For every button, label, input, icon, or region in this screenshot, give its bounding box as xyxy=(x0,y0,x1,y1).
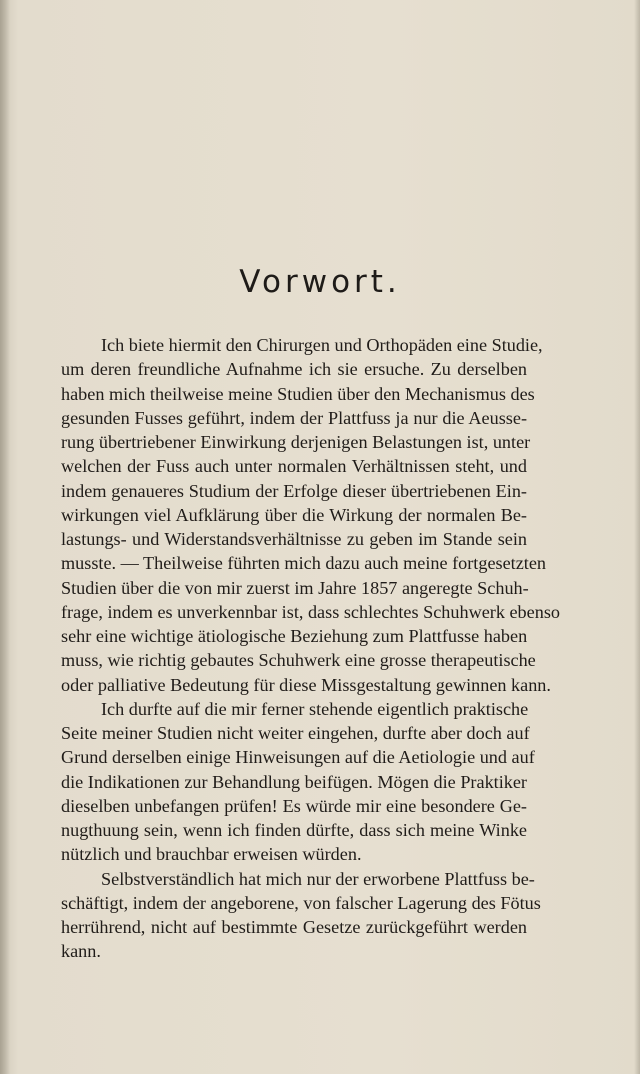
text-line: Grund derselben einige Hinweisungen auf die Aetiologie und auf xyxy=(61,747,535,768)
text-line: kann. xyxy=(61,941,101,962)
text-line: musste. — Theilweise führten mich dazu auch meine fortgesetzten xyxy=(61,553,547,574)
paragraph-3 xyxy=(21,867,541,964)
text-line: Ich durfte auf die mir ferner stehende eigentlich praktische xyxy=(101,698,529,719)
text-line: gesunden Fusses geführt, indem der Plattfuss ja nur die Aeusse- xyxy=(61,407,527,428)
text-line: schäftigt, indem der angeborene, von falscher Lagerung des Fötus xyxy=(61,892,541,913)
text-line: nugthuung sein, wenn ich finden dürfte, dass sich meine Winke xyxy=(61,820,527,840)
text-line: dieselben unbefangen prüfen! Es würde mir eine besondere Ge- xyxy=(61,795,527,816)
text-line: lastungs- und Widerstandsverhältnisse zu geben im Stande sein xyxy=(61,529,527,549)
text-line: haben mich theilweise meine Studien über den Mechanismus des xyxy=(61,383,535,404)
preface-text xyxy=(21,333,560,964)
text-line: um deren freundliche Aufnahme ich sie ersuche. Zu derselben xyxy=(61,359,527,380)
text-line: oder palliative Bedeutung für diese Missgestaltung gewinnen kann. xyxy=(61,674,551,695)
text-line: rung übertriebener Einwirkung derjenigen Belastungen ist, unter xyxy=(61,432,531,452)
text-line: Studien über die von mir zuerst im Jahre 1857 angeregte Schuh- xyxy=(61,577,529,598)
page-title: Vorwort. xyxy=(239,264,401,300)
text-line: Selbstverständlich hat mich nur der erworbene Plattfuss be- xyxy=(101,868,535,889)
text-line: nützlich und brauchbar erweisen würden. xyxy=(61,844,362,865)
text-line: Seite meiner Studien nicht weiter eingehen, durfte aber doch auf xyxy=(61,723,530,743)
text-line: Ich biete hiermit den Chirurgen und Orthopäden eine Studie, xyxy=(101,335,543,355)
text-line: die Indikationen zur Behandlung beifügen. Mögen die Praktiker xyxy=(61,771,527,792)
text-line: frage, indem es unverkennbar ist, dass schlechtes Schuhwerk ebenso xyxy=(61,601,560,622)
text-line: herrührend, nicht auf bestimmte Gesetze zurückgeführt werden xyxy=(61,917,527,937)
text-line: muss, wie richtig gebautes Schuhwerk eine grosse therapeutische xyxy=(61,650,536,671)
text-line: wirkungen viel Aufklärung über die Wirkung der normalen Be- xyxy=(61,504,527,525)
text-line: indem genaueres Studium der Erfolge dieser übertriebenen Ein- xyxy=(61,480,527,501)
paragraph-2 xyxy=(21,697,535,867)
text-line: welchen der Fuss auch unter normalen Verhältnissen steht, und xyxy=(61,456,527,477)
text-line: sehr eine wichtige ätiologische Beziehung zum Plattfusse haben xyxy=(61,626,528,646)
paragraph-1 xyxy=(21,333,560,697)
